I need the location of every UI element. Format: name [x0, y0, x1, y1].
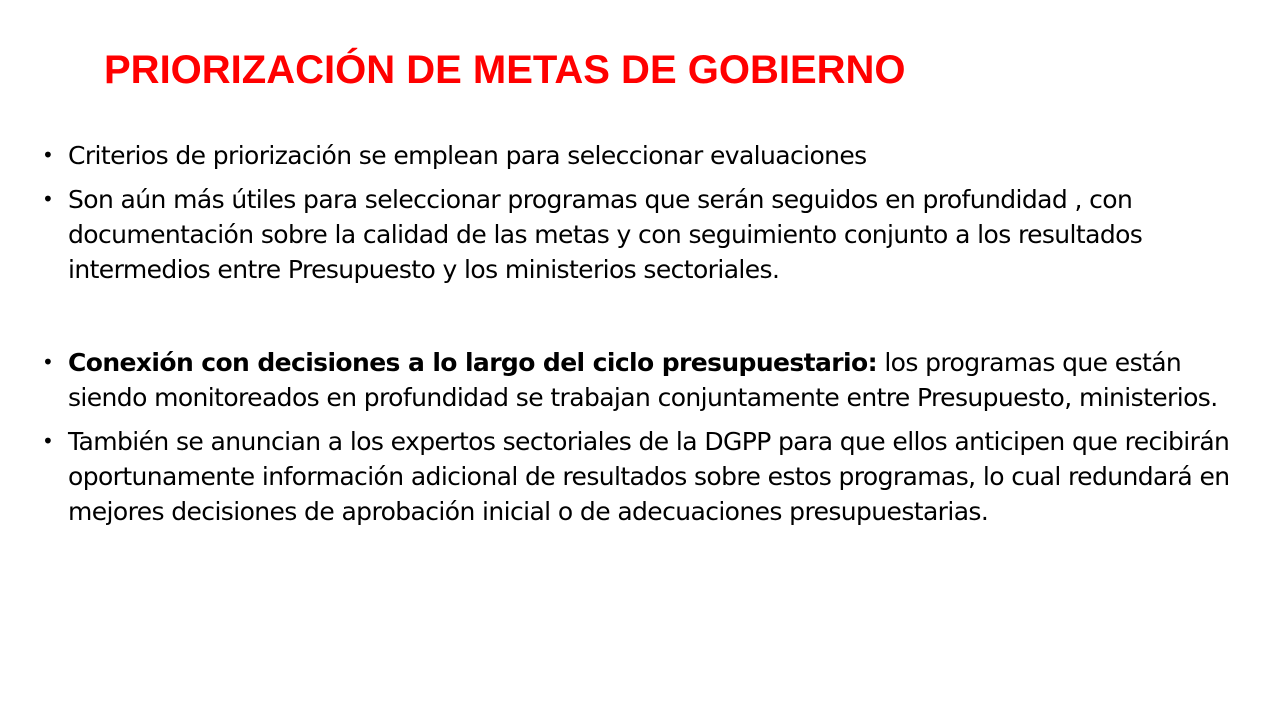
- bullet-item-3: [42, 345, 1232, 415]
- bullet-dot-icon: •: [42, 429, 54, 453]
- bullet-item-1: [42, 138, 1232, 173]
- bullet-item-4: [42, 424, 1232, 529]
- bullet-text: Criterios de priorización se emplean para seleccionar evaluaciones: [68, 141, 867, 170]
- bullet-bold-text: Conexión con decisiones a lo largo del ciclo presupuestario:: [68, 348, 877, 377]
- bullet-dot-icon: •: [42, 350, 54, 374]
- bullet-text: los programas que están siendo monitoreados en profundidad se trabajan conjuntamente entre Presupuesto, ministerios.: [68, 348, 1218, 412]
- bullet-dot-icon: •: [42, 143, 54, 167]
- bullet-text: También se anuncian a los expertos sectoriales de la DGPP para que ellos anticipen que recibirán oportunamente información adicional de resultados sobre estos programas, lo cual redundará en mejores decisiones de aprobación inicial o de adecuaciones presupuestarias.: [68, 427, 1230, 526]
- bullet-item-2: [42, 182, 1232, 287]
- bullet-text: Son aún más útiles para seleccionar programas que serán seguidos en profundidad , con documentación sobre la calidad de las metas y con seguimiento conjunto a los resultados intermedios entre Presupuesto y los ministerios sectoriales.: [68, 185, 1143, 284]
- bullet-list: [42, 138, 1232, 538]
- bullet-dot-icon: •: [42, 187, 54, 211]
- slide-title: PRIORIZACIÓN DE METAS DE GOBIERNO: [104, 48, 906, 92]
